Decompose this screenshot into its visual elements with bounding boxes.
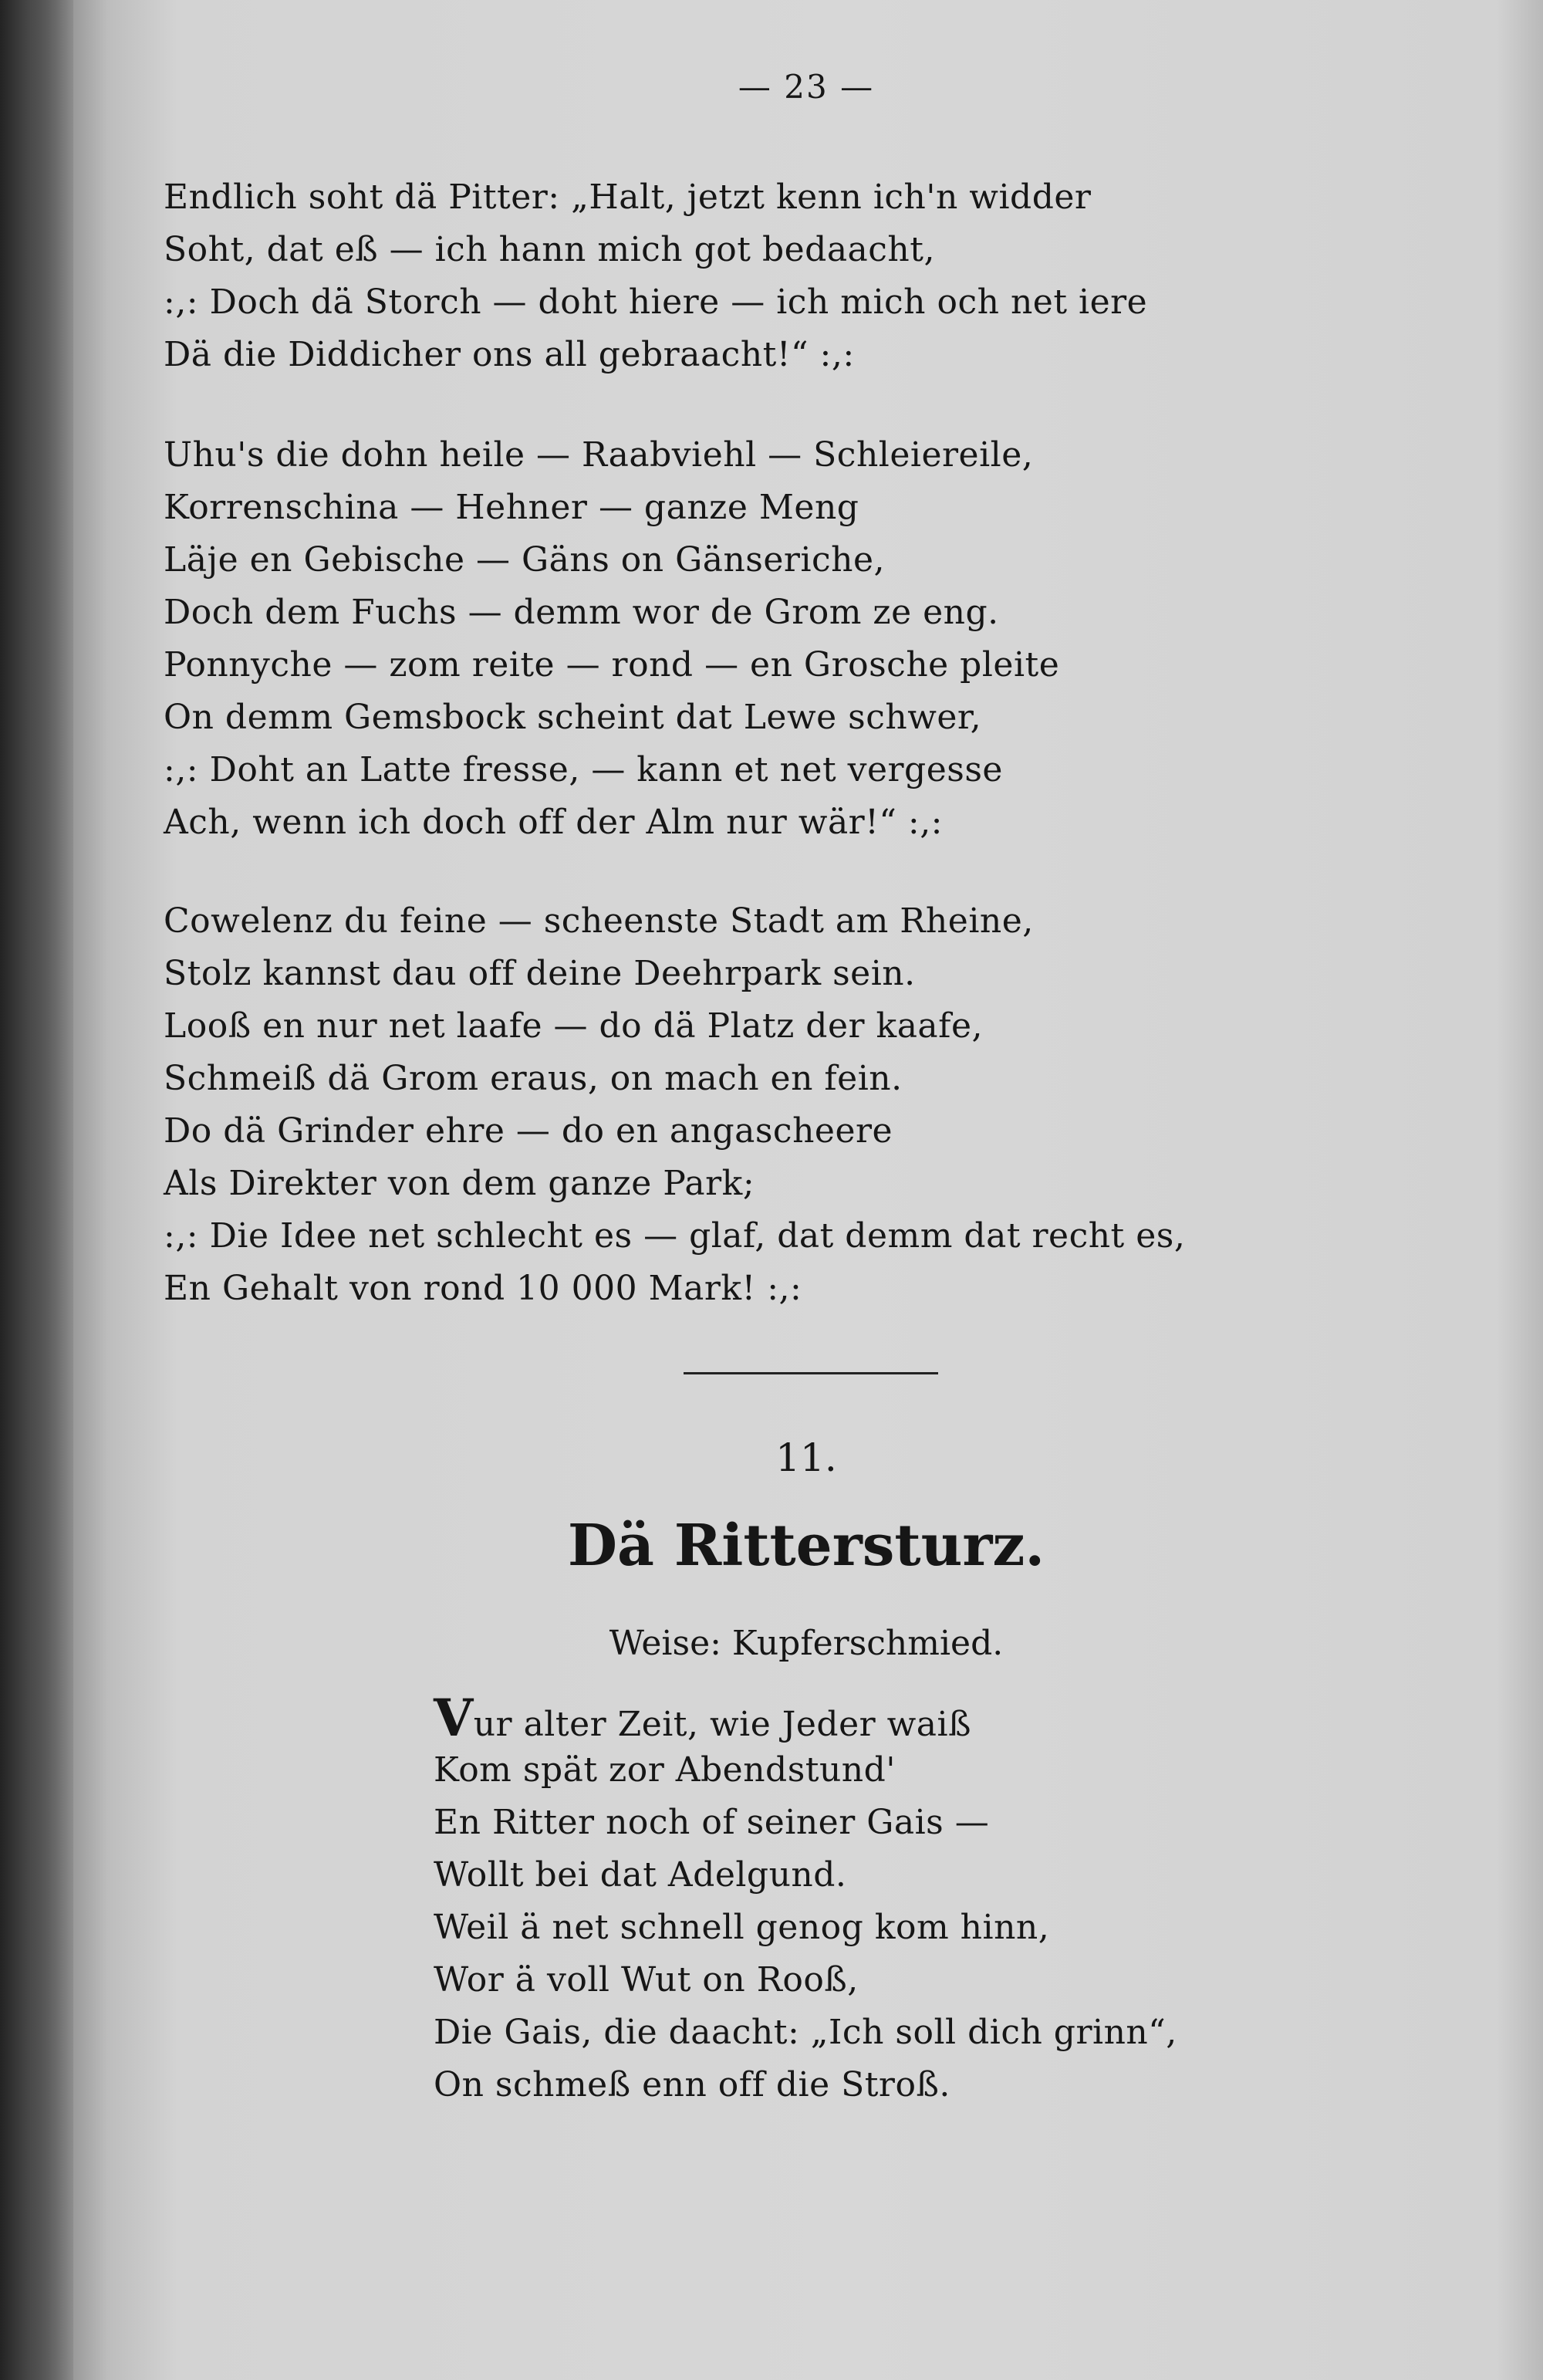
song-stanza [434,1688,1177,2111]
verse-line: En Gehalt von rond 10 000 Mark! :,: [164,1269,802,1308]
page-number: — 23 — [738,68,875,106]
song-tune: Weise: Kupferschmied. [609,1624,1004,1663]
verse-line: Als Direkter von dem ganze Park; [164,1164,755,1203]
verse-line: Cowelenz du feine — scheenste Stadt am Rheine, [164,901,1034,941]
verse-line: Stolz kannst dau off deine Deehrpark sein. [164,954,916,993]
verse-line: On demm Gemsbock scheint dat Lewe schwer, [164,698,982,737]
verse-line: Do dä Grinder ehre — do en angascheere [164,1111,893,1151]
verse-line: Dä die Diddicher ons all gebraacht!“ :,: [164,335,855,374]
song-title: Dä Rittersturz. [567,1513,1045,1579]
verse-line: Ach, wenn ich doch off der Alm nur wär!“ :,: [164,803,944,842]
stanza-3 [164,895,1185,1315]
verse-line: Wollt bei dat Adelgund. [434,1855,847,1895]
verse-line: Ponnyche — zom reite — rond — en Grosche pleite [164,645,1060,685]
section-divider [684,1372,938,1374]
verse-line: Wor ä voll Wut on Rooß, [434,1960,859,2000]
book-spine-shadow [0,0,73,2380]
verse-line: :,: Doch dä Storch — doht hiere — ich mich och net iere [164,282,1148,322]
verse-line: Die Gais, die daacht: „Ich soll dich grinn“, [434,2013,1177,2052]
verse-line: Uhu's die dohn heile — Raabviehl — Schleiereile, [164,435,1034,475]
verse-line: Kom spät zor Abendstund' [434,1750,896,1790]
verse-line: On schmeß enn off die Stroß. [434,2065,950,2104]
drop-cap: V [434,1688,474,1748]
verse-line: Schmeiß dä Grom eraus, on mach en fein. [164,1059,903,1098]
verse-line: Soht, dat eß — ich hann mich got bedaacht, [164,230,935,269]
verse-line-first [434,1688,1177,1748]
verse-line: Endlich soht dä Pitter: „Halt, jetzt kenn ich'n widder [164,177,1092,217]
verse-line: Doch dem Fuchs — demm wor de Grom ze eng. [164,593,999,632]
verse-line: Weil ä net schnell genog kom hinn, [434,1908,1050,1947]
verse-line: Korrenschina — Hehner — ganze Meng [164,488,859,527]
stanza-2 [164,429,1059,849]
song-number: 11. [775,1435,837,1480]
verse-line: Läje en Gebische — Gäns on Gänseriche, [164,540,886,580]
verse-line-first-rest: ur alter Zeit, wie Jeder waiß [473,1705,971,1744]
verse-line: :,: Die Idee net schlecht es — glaf, dat demm dat recht es, [164,1216,1186,1256]
verse-line: En Ritter noch of seiner Gais — [434,1803,990,1842]
stanza-1 [164,171,1147,381]
verse-line: Looß en nur net laafe — do dä Platz der kaafe, [164,1006,983,1046]
verse-line: :,: Doht an Latte fresse, — kann et net vergesse [164,750,1003,789]
